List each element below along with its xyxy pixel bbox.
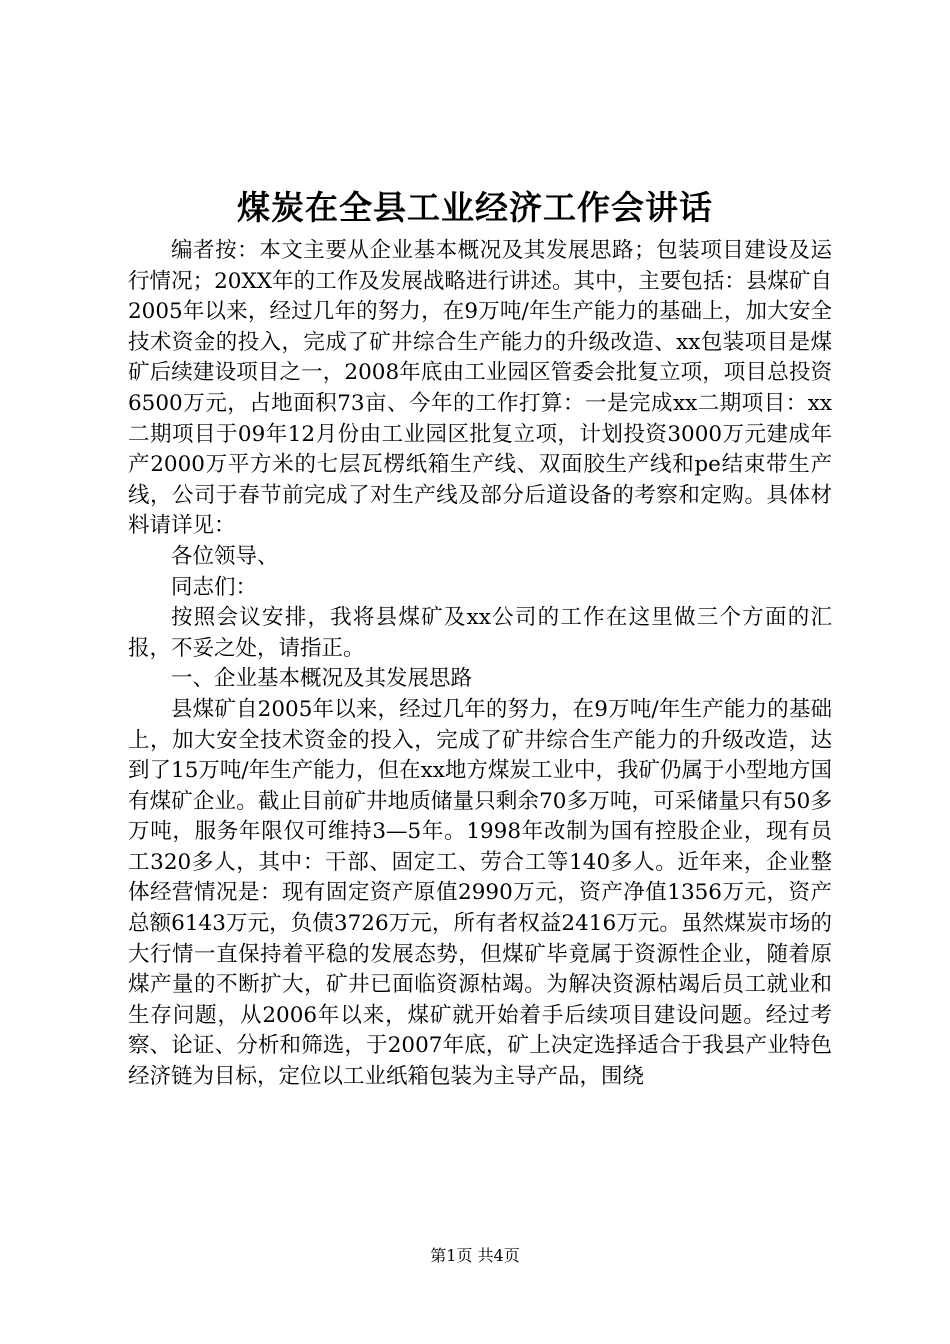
page-footer: 第1页 共4页 [430, 1246, 520, 1265]
salutation-comrades: 同志们： [171, 574, 258, 600]
section-heading-1: 一、企业基本概况及其发展思路 [171, 666, 473, 692]
intro-paragraph: 按照会议安排，我将县煤矿及xx公司的工作在这里做三个方面的汇报，不妥之处，请指正。 [128, 605, 832, 661]
document-body [128, 236, 832, 1093]
editor-note-paragraph: 编者按：本文主要从企业基本概况及其发展思路；包装项目建设及运行情况；20XX年的工作及发展战略进行讲述。其中，主要包括：县煤矿自2005年以来，经过几年的努力，在9万吨/年生产能力的基础上，加大安全技术资金的投入，完成了矿井综合生产能力的升级改造、xx包装项目是煤矿后续建设项目之一，2008年底由工业园区管委会批复立项，项目总投资6500万元，占地面积73亩、今年的工作打算：一是完成xx二期项目：xx二期项目于09年12月份由工业园区批复立项，计划投资3000万元建成年产2000万平方米的七层瓦楞纸箱生产线、双面胶生产线和pe结束带生产线，公司于春节前完成了对生产线及部分后道设备的考察和定购。具体材料请详见： [128, 238, 832, 539]
document-title: 煤炭在全县工业经济工作会讲话 [237, 188, 713, 227]
salutation-leaders: 各位领导、 [171, 543, 279, 569]
section-1-body-paragraph: 县煤矿自2005年以来，经过几年的努力，在9万吨/年生产能力的基础上，加大安全技术资金的投入，完成了矿井综合生产能力的升级改造，达到了15万吨/年生产能力，但在xx地方煤炭工业中，我矿仍属于小型地方国有煤矿企业。截止目前矿井地质储量只剩余70多万吨，可采储量只有50多万吨，服务年限仅可维持3—5年。1998年改制为国有控股企业，现有员工320多人，其中：干部、固定工、劳合工等140多人。近年来，企业整体经营情况是：现有固定资产原值2990万元，资产净值1356万元，资产总额6143万元，负债3726万元，所有者权益2416万元。虽然煤炭市场的大行情一直保持着平稳的发展态势，但煤矿毕竟属于资源性企业，随着原煤产量的不断扩大，矿井已面临资源枯竭。为解决资源枯竭后员工就业和生存问题，从2006年以来，煤矿就开始着手后续项目建设问题。经过考察、论证、分析和筛选，于2007年底，矿上决定选择适合于我县产业特色经济链为目标，定位以工业纸箱包装为主导产品，围绕 [128, 696, 832, 1090]
